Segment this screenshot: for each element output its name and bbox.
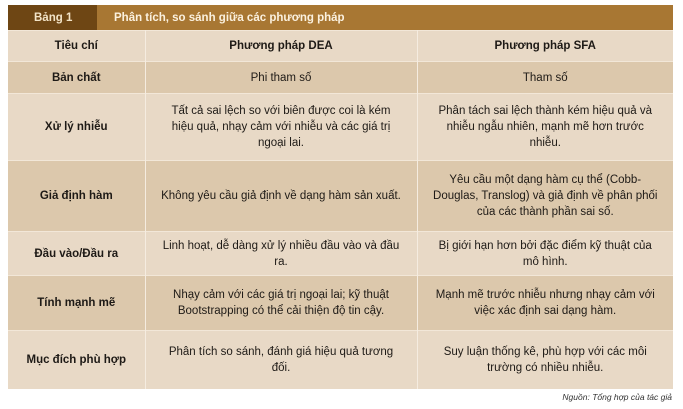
row-sfa: Phân tách sai lệch thành kém hiệu quả và nhiễu ngẫu nhiên, mạnh mẽ hơn trước nhiễu.	[417, 94, 673, 161]
row-criterion: Xử lý nhiễu	[44, 121, 108, 133]
row-sfa: Tham số	[417, 62, 673, 94]
row-sfa: Mạnh mẽ trước nhiễu nhưng nhạy cảm với việc xác định sai dạng hàm.	[417, 276, 673, 331]
header-criterion: Tiêu chí	[54, 40, 98, 52]
row-dea: Nhạy cảm với các giá trị ngoại lai; kỹ thuật Bootstrapping có thể cải thiện độ tin cậy.	[145, 276, 417, 331]
source-note: Nguồn: Tổng hợp của tác giả	[562, 392, 672, 402]
header-sfa: Phương pháp SFA	[417, 31, 673, 62]
row-dea: Phân tích so sánh, đánh giá hiệu quả tương đối.	[145, 331, 417, 389]
table-title: Phân tích, so sánh giữa các phương pháp	[97, 5, 673, 30]
table-row	[8, 94, 673, 161]
row-criterion: Đầu vào/Đầu ra	[34, 247, 119, 260]
table-row	[8, 331, 673, 389]
comparison-table	[8, 30, 673, 389]
table-number-label: Bảng 1	[8, 5, 97, 30]
row-sfa: Suy luận thống kê, phù hợp với các môi trường có nhiều nhiễu.	[417, 331, 673, 389]
comparison-table-figure	[8, 5, 673, 389]
row-dea: Không yêu cầu giả định về dạng hàm sản xuất.	[145, 161, 417, 232]
row-dea: Linh hoạt, dễ dàng xử lý nhiều đầu vào và đầu ra.	[145, 232, 417, 276]
row-criterion: Tính mạnh mẽ	[37, 297, 116, 309]
header-row	[8, 31, 673, 62]
row-criterion: Giả định hàm	[39, 190, 113, 202]
row-criterion: Bản chất	[51, 71, 101, 84]
table-title-bar	[8, 5, 673, 30]
table-row	[8, 62, 673, 94]
row-sfa: Bị giới hạn hơn bởi đặc điểm kỹ thuật của mô hình.	[417, 232, 673, 276]
row-dea: Phi tham số	[145, 62, 417, 94]
table-row	[8, 276, 673, 331]
header-dea: Phương pháp DEA	[145, 31, 417, 62]
row-sfa: Yêu cầu một dạng hàm cụ thể (Cobb-Douglas, Translog) và giả định về phân phối của các thành phần sai số.	[417, 161, 673, 232]
row-dea: Tất cả sai lệch so với biên được coi là kém hiệu quả, nhạy cảm với nhiễu và các giá trị ngoại lai.	[145, 94, 417, 161]
table-row	[8, 232, 673, 276]
table-row	[8, 161, 673, 232]
row-criterion: Mục đích phù hợp	[26, 353, 127, 366]
